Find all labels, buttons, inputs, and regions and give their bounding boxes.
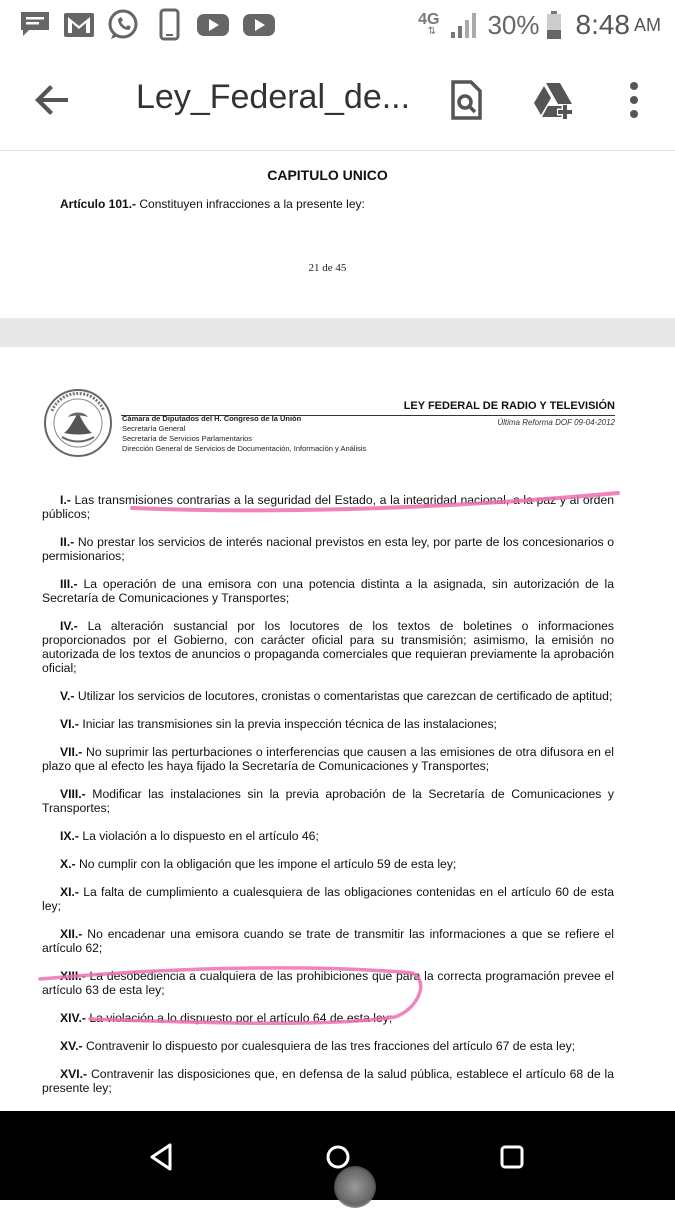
app-toolbar: [0, 50, 675, 151]
document-title: Ley_Federal_de...: [136, 78, 411, 116]
list-item: XIV.- La violación a lo dispuesto por el artículo 64 de esta ley;: [60, 1011, 393, 1026]
find-in-document-icon[interactable]: [444, 78, 488, 122]
chapter-title: CAPITULO UNICO: [267, 167, 388, 183]
clock-time: 8:48: [575, 9, 630, 40]
list-item: XI.- La falta de cumplimiento a cualesquiera de las obligaciones contenidas en el artículo 60 de esta ley;: [42, 885, 614, 914]
system-navigation-bar: [0, 1111, 675, 1200]
last-reform-date: Última Reforma DOF 09-04-2012: [497, 418, 615, 427]
network-type: 4G: [418, 11, 440, 28]
chamber-name: Cámara de Diputados del H. Congreso de la Unión: [122, 414, 302, 423]
list-item: IV.- La alteración sustancial por los locutores de los textos de boletines o informaciones proporcionados por el Gobierno, con carácter oficial para su transmisión; asimismo, la emisión no autorizada de los textos de anuncios o propaganda comerciales que requieran previamente la aprobación oficial;: [42, 619, 615, 676]
signal-icon: [449, 10, 479, 40]
youtube-icon: [242, 8, 276, 42]
touch-indicator: [334, 1166, 376, 1208]
list-item: I.- Las transmisiones contrarias a la seguridad del Estado, a la integridad nacional, a la paz y al orden públicos;: [42, 493, 614, 522]
gmail-icon: [62, 8, 96, 42]
nav-recents-icon[interactable]: [490, 1135, 534, 1179]
list-item: XVI.- Contravenir las disposiciones que, en defensa de la salud pública, establece el artículo 68 de la presente ley;: [42, 1067, 614, 1096]
youtube-icon: [196, 8, 230, 42]
list-item: II.- No prestar los servicios de interés nacional previstos en esta ley, por parte de los concesionarios o permisionarios;: [42, 535, 615, 564]
list-item: V.- Utilizar los servicios de locutores, cronistas o comentaristas que carezcan de certificado de aptitud;: [60, 689, 613, 704]
status-bar: [0, 0, 675, 50]
header-line: Secretaría General: [122, 424, 186, 433]
more-options-icon[interactable]: [612, 78, 656, 122]
list-item: IX.- La violación a lo dispuesto en el artículo 46;: [60, 829, 319, 844]
list-item: III.- La operación de una emisora con una potencia distinta a la asignada, sin autorización de la Secretaría de Comunicaciones y Transportes;: [42, 577, 614, 606]
highlight-stroke: [132, 493, 618, 510]
law-title: LEY FEDERAL DE RADIO Y TELEVISIÓN: [403, 400, 615, 412]
message-icon: [18, 8, 52, 42]
battery-icon: [546, 10, 562, 40]
phone-icon: [152, 8, 186, 42]
add-to-drive-icon[interactable]: [532, 78, 576, 122]
nav-back-icon[interactable]: [140, 1135, 184, 1179]
list-item: VI.- Iniciar las transmisiones sin la previa inspección técnica de las instalaciones;: [60, 717, 497, 732]
article-text: Constituyen infracciones a la presente ley:: [139, 197, 365, 211]
list-item: XIII.- La desobediencia a cualquiera de las prohibiciones que para la correcta programación prevee el artículo 63 de esta ley;: [42, 969, 614, 998]
page-number: 21 de 45: [308, 262, 347, 274]
whatsapp-icon: [106, 8, 140, 42]
header-line: Dirección General de Servicios de Documentación, Información y Análisis: [122, 444, 367, 453]
document-viewer[interactable]: [0, 151, 675, 1111]
list-item: XII.- No encadenar una emisora cuando se trate de transmitir las informaciones a que se refiere el artículo 62;: [42, 927, 614, 956]
battery-percent: 30%: [487, 9, 540, 40]
clock-ampm: AM: [634, 14, 661, 35]
highlight-stroke: [40, 968, 421, 1023]
header-line: Secretaría de Servicios Parlamentarios: [122, 434, 253, 443]
back-arrow-icon[interactable]: [30, 78, 74, 122]
article-label: Artículo 101.-: [60, 197, 137, 211]
list-item: XV.- Contravenir lo dispuesto por cualesquiera de las tres fracciones del artículo 67 de esta ley;: [60, 1039, 576, 1054]
status-right: [418, 6, 661, 44]
highlight-annotations: [0, 151, 675, 1111]
list-item: X.- No cumplir con la obligación que les impone el artículo 59 de esta ley;: [60, 857, 457, 872]
network-indicator: 4G ⇅: [418, 11, 440, 37]
list-item: VII.- No suprimir las perturbaciones o interferencias que causen a las emisiones de otra difusora en el plazo que al efecto les haya fijado la Secretaría de Comunicaciones y Transportes;: [42, 745, 615, 774]
list-item: VIII.- Modificar las instalaciones sin la previa aprobación de la Secretaría de Comunicaciones y Transportes;: [42, 787, 614, 816]
